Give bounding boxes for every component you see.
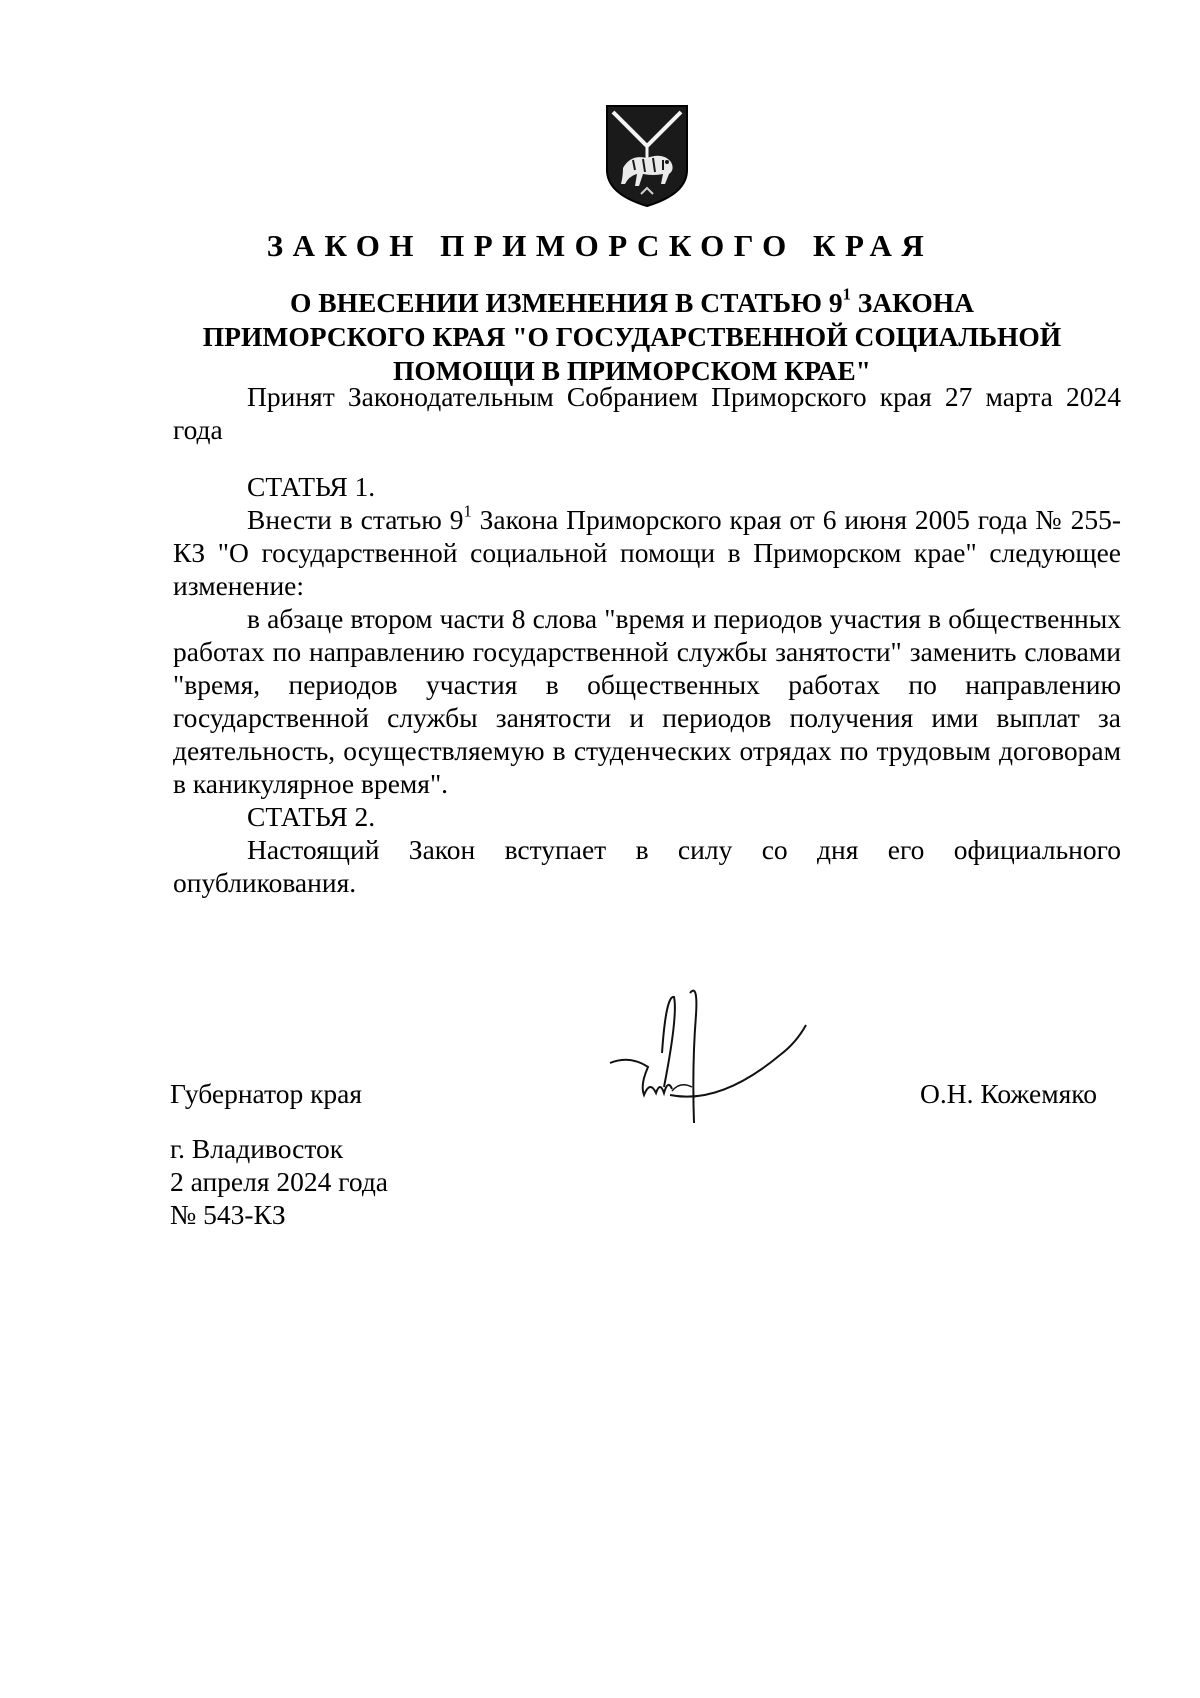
law-type-heading: ЗАКОН ПРИМОРСКОГО КРАЯ bbox=[266, 228, 934, 263]
article-2-heading: СТАТЬЯ 2. bbox=[247, 801, 376, 832]
article-1-change-text: в абзаце втором части 8 слова "время и периодов участия в общественных работах по направлению государственной службы занятости" заменить словами "время, периодов участия в общественных работах по направлению государственной службы занятости и периодов получения ими выплат за деятельность, осуществляемую в студенческих отрядах по трудовым договорам в каникулярное время". bbox=[173, 603, 1121, 799]
signatory-position: Губернатор края bbox=[170, 1078, 363, 1109]
signatory-name: О.Н. Кожемяко bbox=[920, 1078, 1097, 1109]
adoption-statement: Принят Законодательным Собранием Приморского края 27 марта 2024 года bbox=[173, 381, 1121, 445]
handwritten-signature bbox=[600, 985, 820, 1155]
law-title-line-3: ПОМОЩИ В ПРИМОРСКОМ КРАЕ" bbox=[393, 355, 871, 386]
signing-date: 2 апреля 2024 года bbox=[170, 1166, 389, 1197]
law-title-line-2: ПРИМОРСКОГО КРАЯ "О ГОСУДАРСТВЕННОЙ СОЦИАЛЬНОЙ bbox=[202, 321, 1062, 352]
law-number: № 543-КЗ bbox=[170, 1199, 286, 1230]
coat-of-arms-emblem bbox=[605, 104, 689, 208]
article-2-text: Настоящий Закон вступает в силу со дня его официального опубликования. bbox=[173, 834, 1121, 898]
article-1-intro: Внести в статью $9^1$ Закона Приморского края от 6 июня 2005 года № 255-КЗ "О государственной социальной помощи в Приморском крае" следующее изменение: bbox=[173, 501, 1121, 601]
article-1-heading: СТАТЬЯ 1. bbox=[247, 471, 376, 502]
law-title-line-1: О ВНЕСЕНИИ ИЗМЕНЕНИЯ В СТАТЬЮ $9^1$ ЗАКОНА bbox=[289, 284, 975, 318]
place-of-signing: г. Владивосток bbox=[170, 1133, 344, 1164]
law-title bbox=[160, 286, 1104, 388]
